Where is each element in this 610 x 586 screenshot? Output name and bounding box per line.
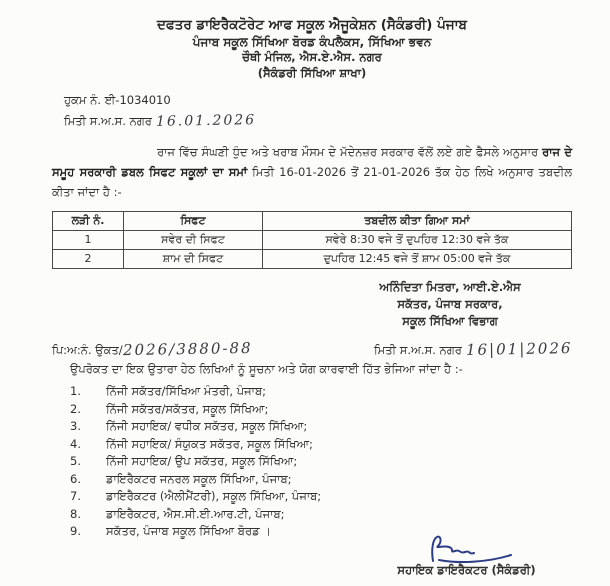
- list-item: [70, 471, 572, 488]
- recipient-text: ਨਿੱਜੀ ਸਹਾਇਕ/ ਉਪ ਸਕੱਤਰ, ਸਕੂਲ ਸਿੱਖਿਆ;: [106, 454, 298, 469]
- recipient-number: 1.: [70, 384, 81, 399]
- body-paragraph-part1: ਰਾਜ ਵਿੱਚ ਸੰਘਣੀ ਧੁੰਦ ਅਤੇ ਖਰਾਬ ਮੌਸਮ ਦੇ ਮੱਦੇਨਜ਼ਰ ਸਰਕਾਰ ਵੱਲੋਂ ਲਏ ਗਏ ਫੈਸਲੇ ਅਨੁਸਾਰ: [157, 145, 543, 160]
- recipient-text: ਸਕੱਤਰ, ਪੰਜਾਬ ਸਕੂਲ ਸਿੱਖਿਆ ਬੋਰਡ ।: [106, 524, 271, 539]
- shift-timing-table: [52, 211, 572, 269]
- recipient-text: ਨਿੱਜੀ ਸਕੱਤਰ/ਸਕੱਤਰ, ਸਕੂਲ ਸਿੱਖਿਆ;: [106, 401, 269, 416]
- row2-shift: ਸ਼ਾਮ ਦੀ ਸਿਫਟ: [124, 249, 263, 268]
- recipients-list: [70, 383, 572, 540]
- list-item: [70, 418, 572, 435]
- bottom-signature-title: ਸਹਾਇਕ ਡਾਇਰੈਕਟਰ (ਸੈਕੰਡਰੀ): [397, 563, 536, 577]
- recipient-number: 2.: [70, 401, 81, 416]
- table-header-time: ਤਬਦੀਲ ਕੀਤਾ ਗਿਆ ਸਮਾਂ: [263, 211, 572, 230]
- list-item: [70, 453, 572, 470]
- recipient-text: ਨਿੱਜੀ ਸਹਾਇਕ/ ਸੰਯੁਕਤ ਸਕੱਤਰ, ਸਕੂਲ ਸਿੱਖਿਆ;: [106, 436, 313, 451]
- recipient-number: 7.: [70, 489, 81, 504]
- list-item: [70, 383, 572, 400]
- body-paragraph-bold: ਰਾਜ ਦੇ ਸਮੂਹ ਸਰਕਾਰੀ ਡਬਲ ਸਿਫਟ ਸਕੂਲਾਂ ਦਾ ਸਮਾਂ: [52, 145, 572, 180]
- body-paragraph-part2: ਮਿਤੀ 16-01-2026 ਤੋਂ 21-01-2026 ਤੱਕ ਹੇਠ ਲਿਖੇ ਅਨੁਸਾਰ ਤਬਦੀਲ ਕੀਤਾ ਜਾਂਦਾ ਹੈ :-: [52, 165, 572, 200]
- list-item: [70, 488, 572, 505]
- letterhead-office-line: ਦਫਤਰ ਡਾਇਰੈਕਟੋਰੇਟ ਆਫ ਸਕੂਲ ਐਜੂਕੇਸ਼ਨ (ਸੈਕੰਡਰੀ) ਪੰਜਾਬ: [157, 17, 467, 33]
- recipient-number: 4.: [70, 436, 81, 451]
- endorsement-date-label: ਮਿਤੀ ਸ.ਅ.ਸ. ਨਗਰ: [373, 343, 462, 358]
- signature-scribble-icon: [419, 533, 529, 567]
- recipient-text: ਡਾਇਰੈਕਟਰ, ਐਸ.ਸੀ.ਈ.ਆਰ.ਟੀ, ਪੰਜਾਬ;: [106, 506, 285, 521]
- list-item: [70, 506, 572, 523]
- row1-shift: ਸਵੇਰ ਦੀ ਸਿਫਟ: [124, 230, 263, 249]
- signatory-block: [340, 279, 560, 331]
- endorsement-ref-handwritten: 2026/3880-88: [122, 339, 253, 360]
- order-block: [64, 91, 572, 132]
- list-item: [70, 436, 572, 453]
- order-date-label: ਮਿਤੀ ਸ.ਅ.ਸ. ਨਗਰ: [64, 113, 152, 128]
- table-row: [53, 230, 572, 249]
- endorsement-ref: [52, 340, 252, 358]
- signatory-name: ਅਨਿੰਦਿਤਾ ਮਿਤਰਾ, ਆਈ.ਏ.ਐਸ: [379, 279, 521, 294]
- row2-serial: 2: [53, 249, 124, 268]
- endorsement-line: [52, 340, 572, 358]
- recipient-number: 9.: [70, 524, 81, 539]
- letterhead-floor-line: ਚੌਥੀ ਮੰਜਿਲ, ਐਸ.ਏ.ਐਸ. ਨਗਰ: [242, 50, 382, 65]
- recipient-number: 3.: [70, 419, 81, 434]
- recipient-text: ਡਾਇਰੈਕਟਰ (ਐਲੀਮੈਂਟਰੀ), ਸਕੂਲ ਸਿੱਖਿਆ, ਪੰਜਾਬ;: [106, 489, 322, 504]
- row1-serial: 1: [53, 230, 124, 249]
- order-date-line: [64, 110, 572, 132]
- letterhead-address-line: ਪੰਜਾਬ ਸਕੂਲ ਸਿੱਖਿਆ ਬੋਰਡ ਕੰਪਲੈਕਸ, ਸਿੱਖਿਆ ਭਵਨ: [192, 35, 432, 50]
- list-item: [70, 401, 572, 418]
- signatory-dept: ਸਕੂਲ ਸਿੱਖਿਆ ਵਿਭਾਗ: [402, 314, 498, 329]
- table-header-serial: ਲੜੀ ਨੰ.: [53, 211, 124, 230]
- recipient-number: 6.: [70, 471, 81, 486]
- recipient-number: 8.: [70, 506, 81, 521]
- recipient-text: ਨਿੱਜੀ ਸਹਾਇਕ/ ਵਧੀਕ ਸਕੱਤਰ, ਸਕੂਲ ਸਿੱਖਿਆ;: [106, 419, 308, 434]
- endorsement-ref-label: ਪਿ:ਅ:ਨੰ. ਉਕਤ/: [52, 343, 123, 358]
- recipient-number: 5.: [70, 454, 81, 469]
- endorsement-date-handwritten: 16|01|2026: [465, 339, 573, 360]
- endorsement-date: [374, 340, 572, 358]
- row2-time: ਦੁਪਹਿਰ 12:45 ਵਜੇ ਤੋਂ ਸ਼ਾਮ 05:00 ਵਜੇ ਤੱਕ: [263, 249, 572, 268]
- recipient-text: ਨਿੱਜੀ ਸਕੱਤਰ/ਸਿੱਖਿਆ ਮੰਤਰੀ, ਪੰਜਾਬ;: [106, 384, 267, 399]
- signatory-title: ਸਕੱਤਰ, ਪੰਜਾਬ ਸਰਕਾਰ,: [397, 296, 503, 311]
- bottom-signature-block: [359, 533, 574, 578]
- recipient-text: ਡਾਇਰੈਕਟਰ ਜਨਰਲ ਸਕੂਲ ਸਿੱਖਿਆ, ਪੰਜਾਬ;: [106, 471, 292, 486]
- table-header-shift: ਸਿਫਟ: [124, 211, 263, 230]
- letterhead: [52, 16, 572, 81]
- row1-time: ਸਵੇਰੇ 8:30 ਵਜੇ ਤੋਂ ਦੁਪਹਿਰ 12:30 ਵਜੇ ਤੱਕ: [263, 230, 572, 249]
- letterhead-branch-line: (ਸੈਕੰਡਰੀ ਸਿੱਖਿਆ ਸ਼ਾਖਾ): [257, 65, 367, 80]
- body-paragraph: [52, 142, 572, 202]
- order-date-handwritten: 16.01.2026: [155, 111, 256, 130]
- table-row: [53, 249, 572, 268]
- copy-forward-line: ਉਪਰੋਕਤ ਦਾ ਇਕ ਉਤਾਰਾ ਹੇਠ ਲਿਖਿਆਂ ਨੂੰ ਸੂਚਨਾ ਅਤੇ ਯੋਗ ਕਾਰਵਾਈ ਹਿੱਤ ਭੇਜਿਆ ਜਾਂਦਾ ਹੈ :-: [70, 362, 463, 377]
- table-header-row: [53, 211, 572, 230]
- order-number-line: ਹੁਕਮ ਨੰ. ਈ-1034010: [64, 93, 171, 108]
